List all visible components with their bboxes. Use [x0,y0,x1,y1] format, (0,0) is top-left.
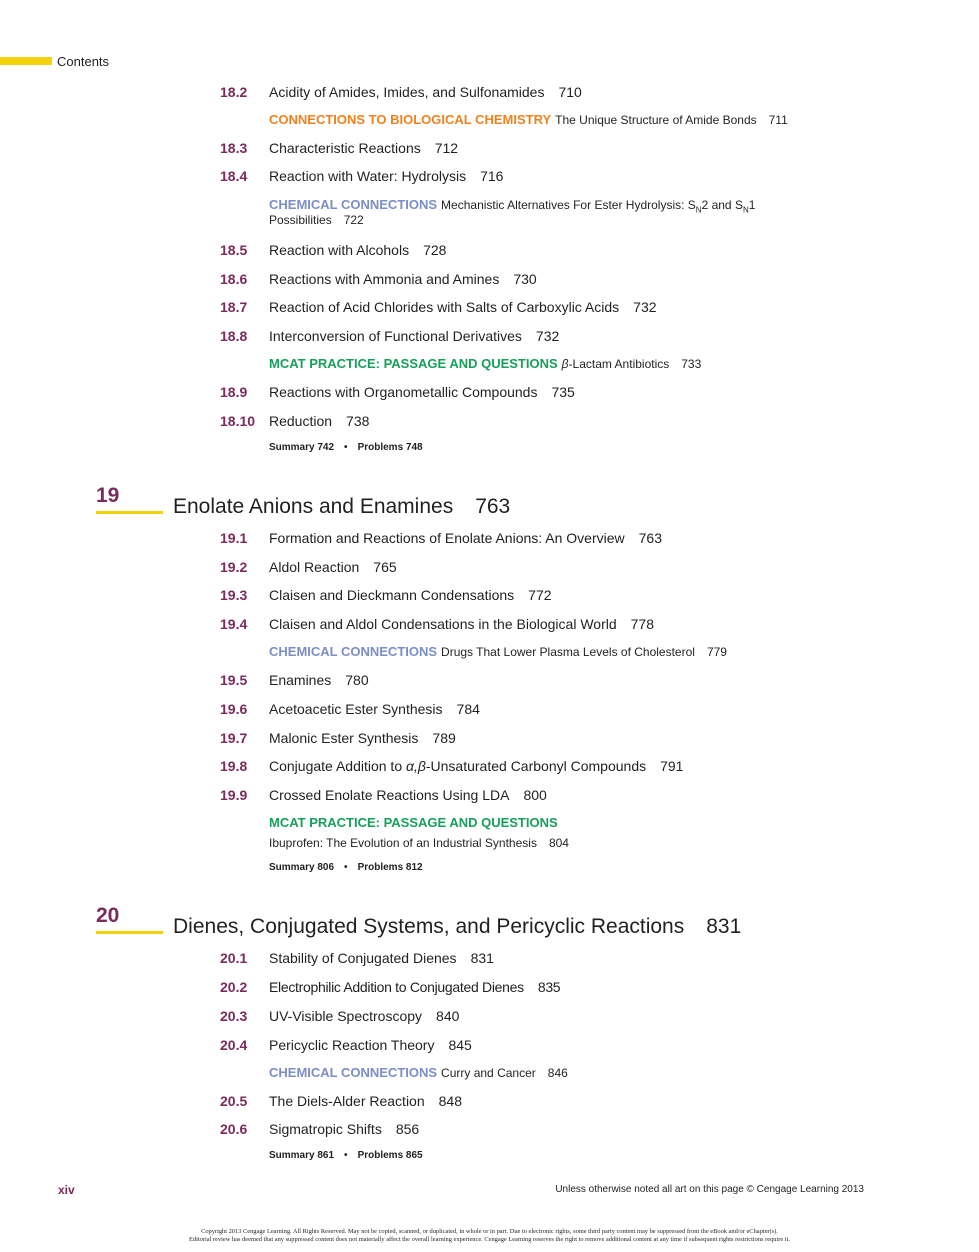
section-title: Pericyclic Reaction Theory [269,1037,435,1053]
copyright-line-1: Copyright 2013 Cengage Learning. All Rights Reserved. May not be copied, scanned, or duplicated, in whole or in part. Due to electronic rights, some third party content may be suppressed from the eBook and/or eChapter(s). [201,1228,778,1235]
page-number: 765 [373,559,397,575]
chapter-title-text: Dienes, Conjugated Systems, and Pericyclic Reactions [173,915,685,938]
section-number: 18.2 [220,84,248,100]
feature-title: Drugs That Lower Plasma Levels of Cholesterol [441,645,695,659]
page-number: 772 [528,587,552,603]
section-number: 18.3 [220,140,248,156]
page-number: 789 [432,730,456,746]
bullet: • [344,1150,348,1161]
feature-tag: CHEMICAL CONNECTIONS [269,644,438,659]
page-number: 846 [547,1066,568,1080]
feature-box-entry[interactable] [269,112,788,128]
section-number: 19.7 [220,730,248,746]
page-number: 710 [558,84,582,100]
header-accent-bar [0,57,52,65]
problems-label: Problems [357,1150,404,1161]
page-number: 738 [346,413,370,429]
page-number: 735 [551,384,575,400]
section-title: Formation and Reactions of Enolate Anions: An Overview [269,530,625,546]
feature-tag: MCAT PRACTICE: PASSAGE AND QUESTIONS [269,815,558,830]
problems-page[interactable]: 812 [405,862,423,873]
page-number: 763 [638,530,662,546]
problems-page[interactable]: 748 [405,442,423,453]
feature-title: Ibuprofen: The Evolution of an Industrial Synthesis [269,836,537,850]
section-title-cont: -Unsaturated Carbonyl Compounds [425,758,647,774]
feature-box-entry[interactable] [269,356,701,372]
feature-tag: MCAT PRACTICE: PASSAGE AND QUESTIONS [269,356,558,371]
section-title: UV-Visible Spectroscopy [269,1008,423,1024]
page-number: 712 [434,140,459,156]
section-number: 20.6 [220,1121,248,1137]
page-number: 800 [523,787,547,803]
section-title: Acetoacetic Ester Synthesis [269,701,443,717]
section-title: Conjugate Addition to [269,758,406,774]
section-number: 18.9 [220,384,248,400]
section-title: Stability of Conjugated Dienes [269,950,457,966]
section-number: 19.9 [220,787,248,803]
page-number: 784 [456,701,480,717]
page-number: 856 [395,1121,420,1137]
problems-label: Problems [357,442,404,453]
feature-box-entry[interactable] [269,1065,568,1081]
section-number: 19.2 [220,559,248,575]
feature-title: Curry and Cancer [441,1066,536,1080]
copyright-notice [0,1228,979,1244]
feature-title: -Lactam Antibiotics [568,357,670,371]
page-number: 728 [423,242,447,258]
page-number: 780 [345,672,369,688]
chapter-title-text: Enolate Anions and Enamines [173,495,454,518]
section-title: Claisen and Dieckmann Condensations [269,587,515,603]
section-number: 20.3 [220,1008,248,1024]
summary-label: Summary [269,1150,315,1161]
section-title: Reaction with Water: Hydrolysis [269,168,467,184]
section-number: 19.6 [220,701,248,717]
chapter-page: 763 [475,495,511,518]
section-title: Reaction with Alcohols [269,242,410,258]
page-number: 831 [470,950,494,966]
feature-title-cont: 2 and S [701,198,743,212]
feature-title: Mechanistic Alternatives For Ester Hydrolysis: S [441,198,696,212]
section-number: 20.1 [220,950,248,966]
page-number: 733 [681,357,702,371]
page-number: 779 [706,645,727,659]
section-number: 18.6 [220,271,248,287]
feature-title-line2: Possibilities [269,213,332,227]
section-number: 20.4 [220,1037,248,1053]
art-credit: Unless otherwise noted all art on this page © Cengage Learning 2013 [555,1184,864,1195]
feature-tag: CHEMICAL CONNECTIONS [269,1065,438,1080]
page-number: 732 [633,299,657,315]
section-title: Reactions with Organometallic Compounds [269,384,538,400]
section-number: 18.8 [220,328,248,344]
section-number: 19.5 [220,672,248,688]
chapter-number: 20 [96,904,120,927]
section-title: Reduction [269,413,333,429]
section-title: Interconversion of Functional Derivatives [269,328,522,344]
feature-title: The Unique Structure of Amide Bonds [555,113,757,127]
chapter-underline [96,511,163,514]
feature-box-entry[interactable] [269,197,755,228]
page-number: 845 [448,1037,472,1053]
section-title: The Diels-Alder Reaction [269,1093,425,1109]
greek-beta: β [561,357,569,371]
summary-page[interactable]: 742 [317,442,335,453]
running-header: Contents [57,54,110,69]
subscript: N [742,205,749,215]
summary-problems-line [269,1150,423,1161]
page-number: 716 [480,168,504,184]
page-folio: xiv [58,1183,75,1197]
summary-label: Summary [269,442,315,453]
section-title: Electrophilic Addition to Conjugated Dienes [269,979,524,995]
section-title: Characteristic Reactions [269,140,421,156]
feature-tag: CONNECTIONS TO BIOLOGICAL CHEMISTRY [269,112,552,127]
summary-label: Summary [269,862,315,873]
chapter-underline [96,931,163,934]
section-number: 19.1 [220,530,248,546]
page-number: 840 [436,1008,460,1024]
section-title: Aldol Reaction [269,559,360,575]
page-number: 778 [630,616,654,632]
summary-problems-line [269,862,423,873]
bullet: • [344,442,348,453]
section-number: 18.7 [220,299,248,315]
problems-page[interactable]: 865 [405,1150,423,1161]
chapter-number: 19 [96,484,120,507]
greek-alpha-beta: α,β [406,758,426,774]
feature-title-cont: 1 [748,198,756,212]
section-number: 20.5 [220,1093,248,1109]
section-title: Claisen and Aldol Condensations in the Biological World [269,616,617,632]
section-title: Enamines [269,672,332,688]
section-title: Reaction of Acid Chlorides with Salts of Carboxylic Acids [269,299,620,315]
section-number: 18.4 [220,168,248,184]
chapter-title[interactable] [173,915,741,939]
section-number: 19.3 [220,587,248,603]
section-title: Reactions with Ammonia and Amines [269,271,500,287]
page-number: 722 [343,213,364,227]
summary-page[interactable]: 806 [317,862,335,873]
feature-tag: CHEMICAL CONNECTIONS [269,197,438,212]
page-number: 732 [535,328,560,344]
page-number: 848 [438,1093,462,1109]
page-number: 804 [548,836,569,850]
page-number: 711 [768,113,788,127]
summary-page[interactable]: 861 [317,1150,335,1161]
section-title: Sigmatropic Shifts [269,1121,382,1137]
bullet: • [344,862,348,873]
section-title: Malonic Ester Synthesis [269,730,419,746]
section-title: Crossed Enolate Reactions Using LDA [269,787,510,803]
copyright-line-2: Editorial review has deemed that any suppressed content does not materially affect the overall learning experience. Cengage Learning reserves the right to remove additional content at any time if subsequent rights restrictions require it. [189,1236,790,1243]
page-number: 835 [537,979,561,995]
chapter-page: 831 [706,915,742,938]
page-number: 791 [660,758,684,774]
section-number: 20.2 [220,979,248,995]
feature-box-entry[interactable] [269,815,569,851]
section-number: 19.8 [220,758,248,774]
section-number: 18.5 [220,242,248,258]
section-number: 19.4 [220,616,248,632]
summary-problems-line [269,442,423,453]
section-number: 18.10 [220,413,256,429]
chapter-title[interactable] [173,495,510,519]
feature-box-entry[interactable] [269,644,727,660]
subscript: N [695,205,702,215]
section-title: Acidity of Amides, Imides, and Sulfonamides [269,84,545,100]
problems-label: Problems [357,862,404,873]
page-number: 730 [513,271,537,287]
